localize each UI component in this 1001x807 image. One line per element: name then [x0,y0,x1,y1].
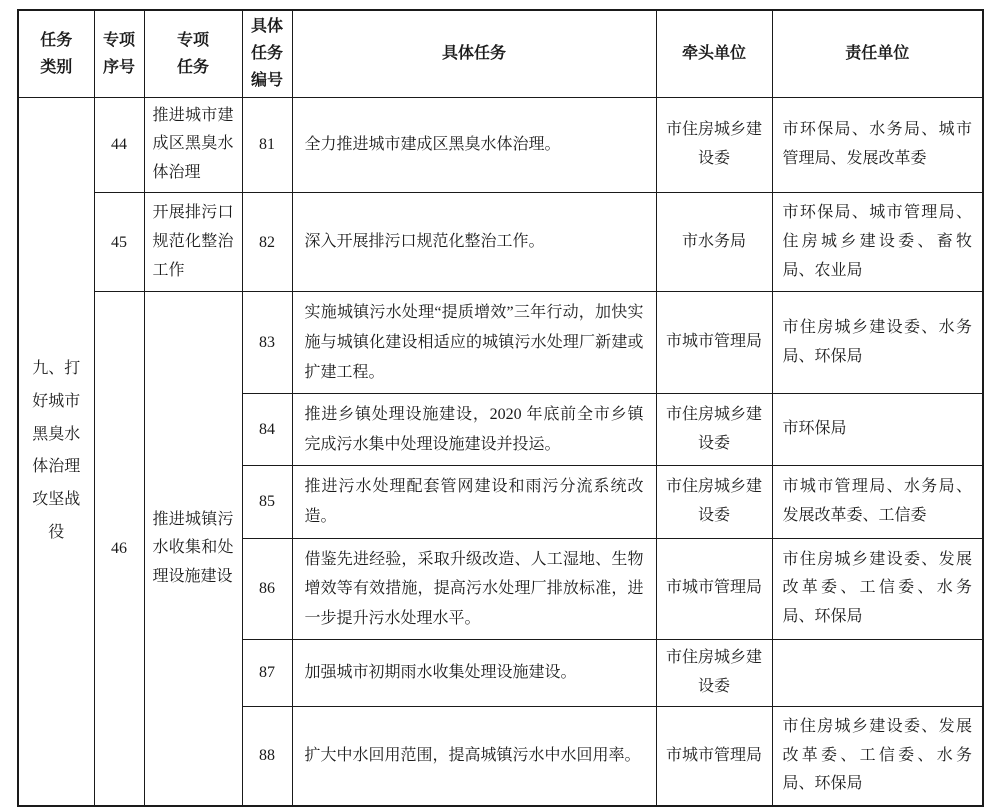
task-no-81: 81 [242,97,292,192]
task-desc-82: 深入开展排污口规范化整治工作。 [292,192,656,291]
lead-unit-87: 市住房城乡建设委 [656,640,772,707]
lead-unit-84: 市住房城乡建设委 [656,394,772,466]
lead-unit-81: 市住房城乡建设委 [656,97,772,192]
header-task-no [242,10,292,97]
lead-unit-88: 市城市管理局 [656,706,772,806]
table-row-83 [18,292,983,394]
task-assignment-table [17,9,984,807]
header-responsible-unit: 责任单位 [772,10,983,97]
table-row-82 [18,192,983,291]
header-task-no-label: 具体任务编号 [251,18,284,90]
special-task-44: 推进城市建成区黑臭水体治理 [144,97,242,192]
task-desc-86: 借鉴先进经验，采取升级改造、人工湿地、生物增效等有效措施，提高污水处理厂排放标准，进一步提升污水处理水平。 [292,538,656,640]
header-special-no-label: 专项序号 [103,31,136,76]
category-label: 九、打好城市黑臭水体治理攻坚战役 [32,360,81,541]
header-special-task [144,10,242,97]
task-desc-87: 加强城市初期雨水收集处理设施建设。 [292,640,656,707]
header-row [18,10,983,97]
responsible-units-82: 市环保局、城市管理局、住房城乡建设委、畜牧局、农业局 [772,192,983,291]
task-no-87: 87 [242,640,292,707]
special-no-45: 45 [94,192,144,291]
task-desc-85: 推进污水处理配套管网建设和雨污分流系统改造。 [292,466,656,538]
header-special-task-label: 专项任务 [177,31,210,76]
task-no-88: 88 [242,706,292,806]
task-no-85: 85 [242,466,292,538]
responsible-units-85: 市城市管理局、水务局、发展改革委、工信委 [772,466,983,538]
header-task-category [18,10,94,97]
task-no-84: 84 [242,394,292,466]
responsible-units-81: 市环保局、水务局、城市管理局、发展改革委 [772,97,983,192]
responsible-units-84: 市环保局 [772,394,983,466]
task-no-82: 82 [242,192,292,291]
special-task-46: 推进城镇污水收集和处理设施建设 [144,292,242,806]
lead-unit-82: 市水务局 [656,192,772,291]
task-desc-88: 扩大中水回用范围，提高城镇污水中水回用率。 [292,706,656,806]
task-desc-84: 推进乡镇处理设施建设，2020 年底前全市乡镇完成污水集中处理设施建设并投运。 [292,394,656,466]
header-special-no [94,10,144,97]
responsible-units-87 [772,640,983,707]
special-task-45: 开展排污口规范化整治工作 [144,192,242,291]
header-task: 具体任务 [292,10,656,97]
lead-unit-83: 市城市管理局 [656,292,772,394]
lead-unit-85: 市住房城乡建设委 [656,466,772,538]
header-task-category-label: 任务类别 [40,31,73,76]
task-no-86: 86 [242,538,292,640]
category-cell [18,97,94,806]
lead-unit-86: 市城市管理局 [656,538,772,640]
header-lead-unit: 牵头单位 [656,10,772,97]
special-no-46: 46 [94,292,144,806]
table-row-81 [18,97,983,192]
task-desc-81: 全力推进城市建成区黑臭水体治理。 [292,97,656,192]
responsible-units-86: 市住房城乡建设委、发展改革委、工信委、水务局、环保局 [772,538,983,640]
responsible-units-88: 市住房城乡建设委、发展改革委、工信委、水务局、环保局 [772,706,983,806]
special-no-44: 44 [94,97,144,192]
responsible-units-83: 市住房城乡建设委、水务局、环保局 [772,292,983,394]
task-desc-83: 实施城镇污水处理“提质增效”三年行动，加快实施与城镇化建设相适应的城镇污水处理厂新建或扩建工程。 [292,292,656,394]
task-no-83: 83 [242,292,292,394]
